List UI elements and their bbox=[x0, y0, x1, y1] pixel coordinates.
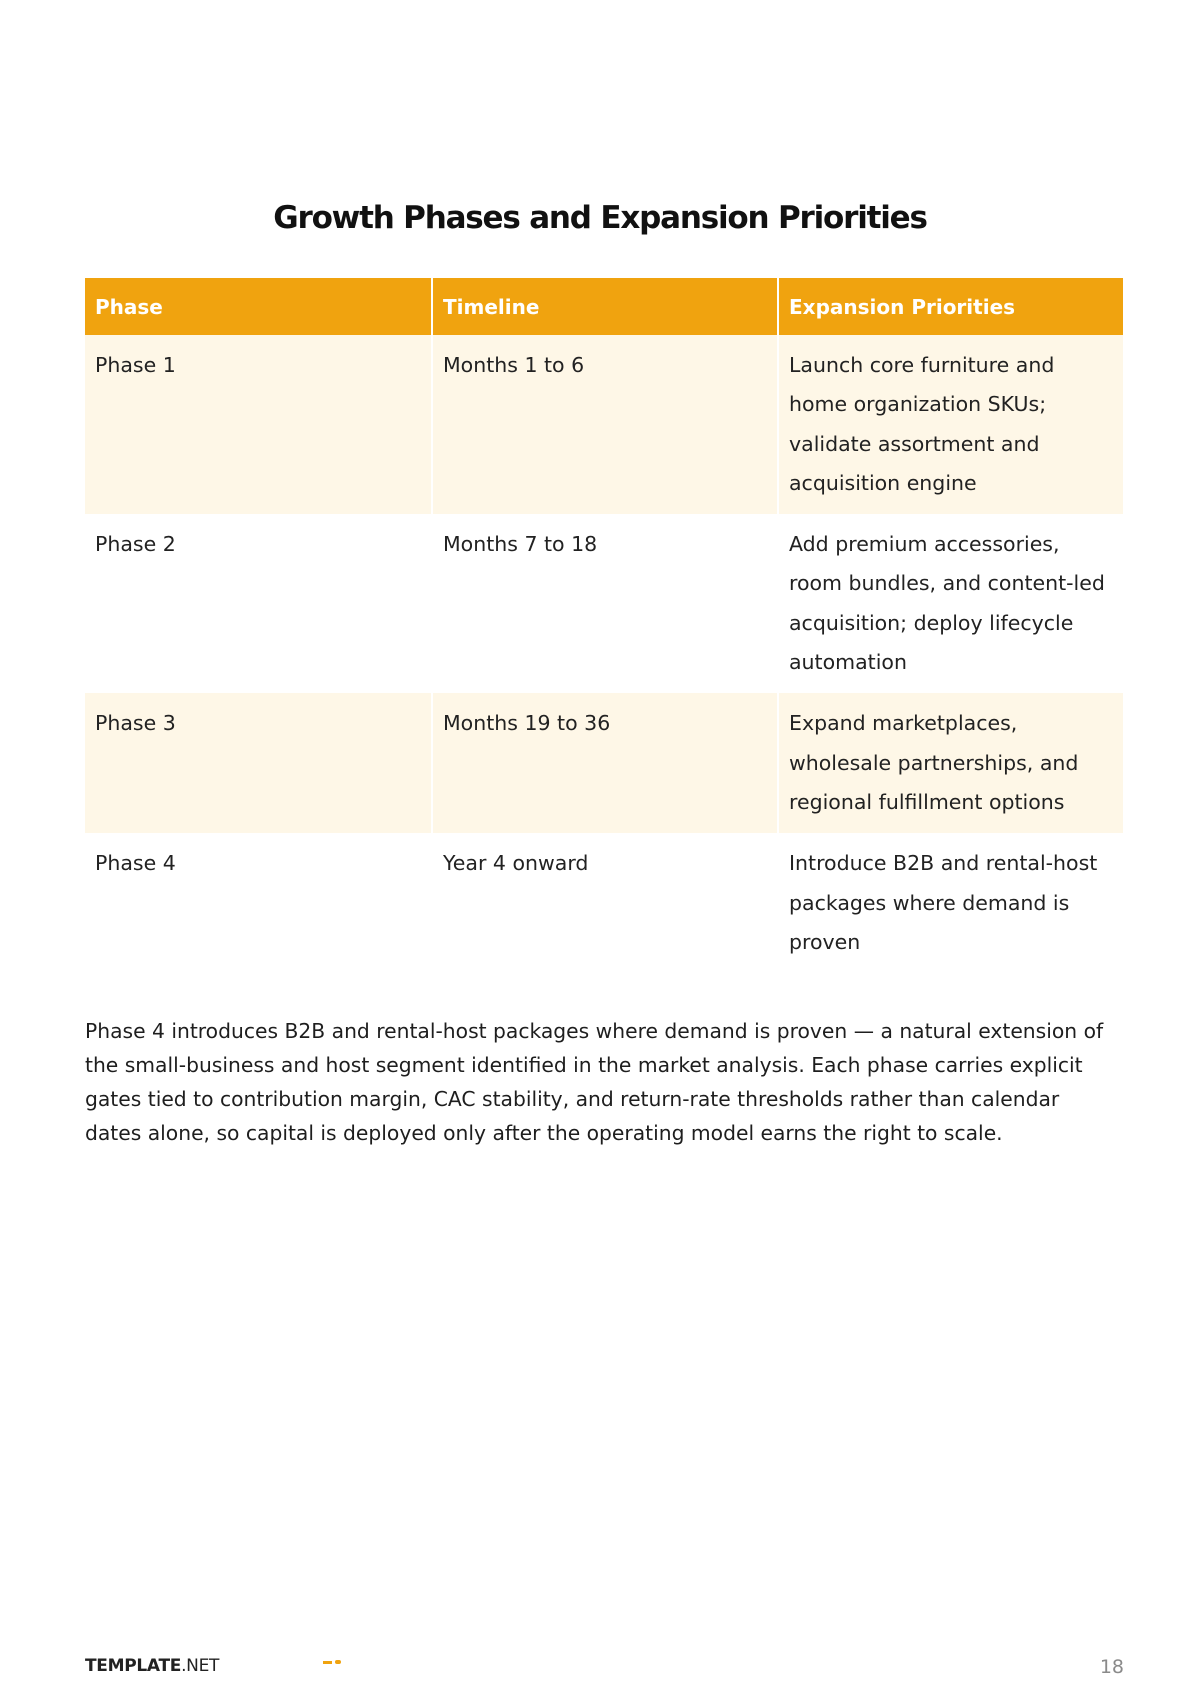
column-header-timeline: Timeline bbox=[432, 278, 778, 335]
priorities-cell: Introduce B2B and rental-host packages where demand is proven bbox=[789, 851, 1098, 954]
phase-cell: Phase 3 bbox=[85, 693, 432, 833]
priorities-cell: Launch core furniture and home organization SKUs; validate assortment and acquisition engine bbox=[778, 335, 1123, 514]
page-title: Growth Phases and Expansion Priorities bbox=[273, 200, 927, 236]
body-paragraph: Phase 4 introduces B2B and rental-host packages where demand is proven — a natural extension of the small-business and host segment identified in the market analysis. Each phase carries explicit gates tied to contribution margin, CAC stability, and return-rate thresholds rather than calendar dates alone, so capital is deployed only after the operating model earns the right to scale. bbox=[85, 1019, 1104, 1145]
column-header-phase: Phase bbox=[85, 278, 432, 335]
table-row bbox=[85, 833, 1123, 973]
timeline-cell: Months 7 to 18 bbox=[432, 514, 778, 693]
table-row bbox=[85, 335, 1123, 514]
timeline-cell: Months 19 to 36 bbox=[432, 693, 778, 833]
priorities-cell: Add premium accessories, room bundles, and content-led acquisition; deploy lifecycle automation bbox=[789, 532, 1105, 675]
table-row bbox=[85, 514, 1123, 693]
template-net-logo bbox=[85, 1656, 219, 1676]
page-number: 18 bbox=[1099, 1656, 1124, 1678]
timeline-cell: Months 1 to 6 bbox=[432, 335, 778, 514]
priorities-cell: Expand marketplaces, wholesale partnerships, and regional fulfillment options bbox=[778, 693, 1123, 833]
logo-suffix-text: .NET bbox=[181, 1656, 220, 1676]
phase-cell: Phase 4 bbox=[85, 833, 432, 973]
column-header-expansion-priorities: Expansion Priorities bbox=[778, 278, 1123, 335]
footer-accent-mark bbox=[323, 1659, 347, 1665]
logo-bold-text: TEMPLATE bbox=[85, 1656, 182, 1676]
timeline-cell: Year 4 onward bbox=[432, 833, 778, 973]
growth-phases-table bbox=[85, 278, 1123, 973]
phase-cell: Phase 1 bbox=[85, 335, 432, 514]
phase-cell: Phase 2 bbox=[85, 514, 432, 693]
table-row bbox=[85, 693, 1123, 833]
table-header-row bbox=[85, 278, 1123, 335]
